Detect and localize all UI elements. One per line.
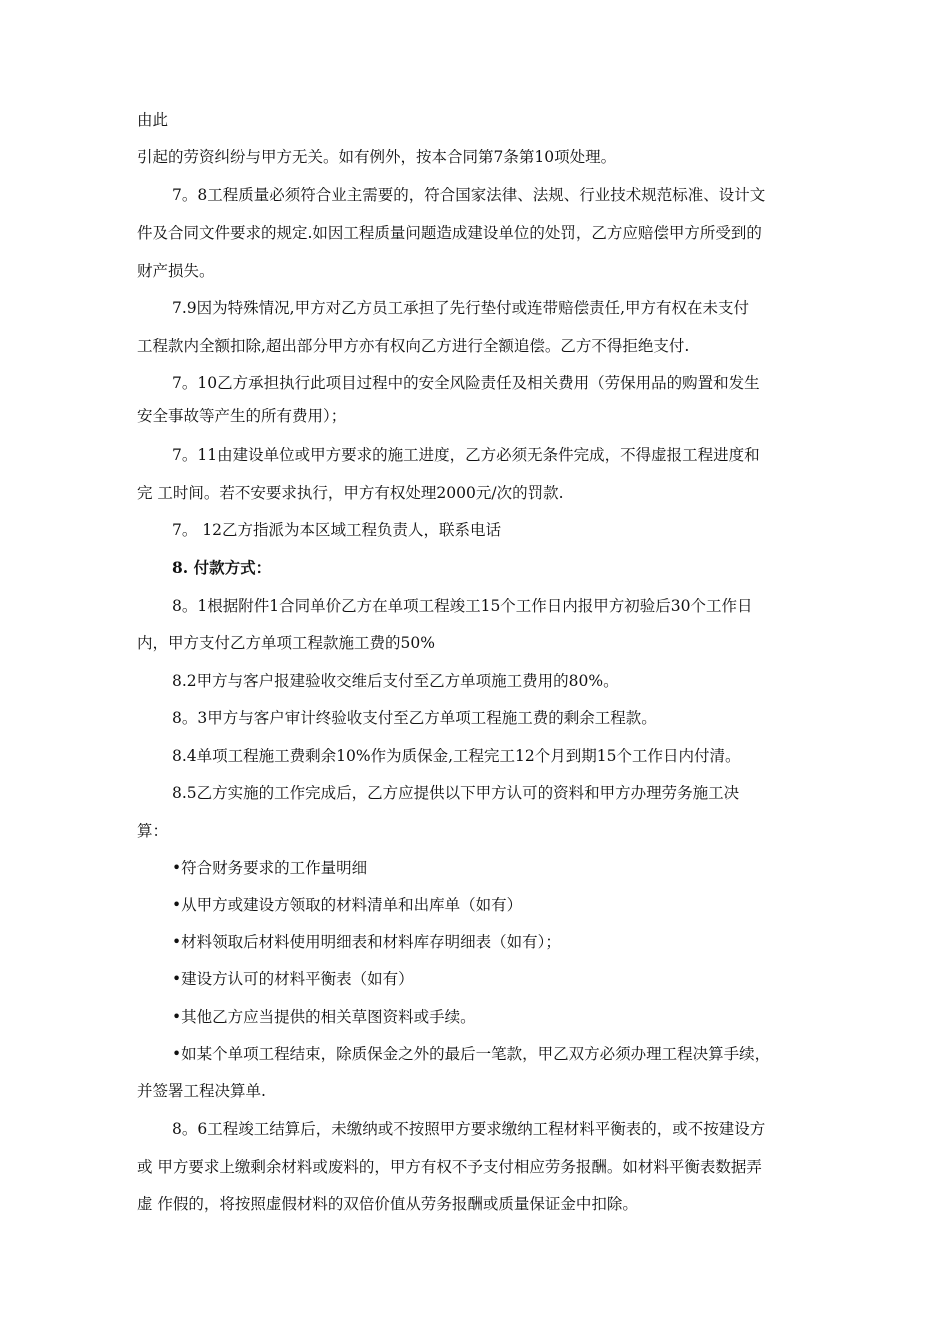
text-line: 安全事故等产生的所有费用）； <box>137 407 347 425</box>
clause-7-8: 7。8工程质量必须符合业主需要的，符合国家法律、法规、行业技术规范标准、设计文 <box>172 186 766 204</box>
clause-7-12: 7。 12乙方指派为本区域工程负责人，联系电话 <box>172 521 502 539</box>
text-line: 财产损失。 <box>137 262 215 280</box>
clause-7-10: 7。10乙方承担执行此项目过程中的安全风险责任及相关费用（劳保用品的购置和发生 <box>172 374 760 392</box>
text-line: 并签署工程决算单. <box>137 1082 266 1100</box>
text-line: 算： <box>137 822 169 840</box>
bullet-item: •其他乙方应当提供的相关草图资料或手续。 <box>172 1008 476 1026</box>
clause-8-6: 8。6工程竣工结算后，未缴纳或不按照甲方要求缴纳工程材料平衡表的，或不按建设方 <box>172 1120 766 1138</box>
section-heading-payment: 8. 付款方式： <box>172 558 272 577</box>
bullet-item: •建设方认可的材料平衡表（如有） <box>172 970 414 988</box>
clause-8-5: 8.5乙方实施的工作完成后，乙方应提供以下甲方认可的资料和甲方办理劳务施工决 <box>172 784 740 802</box>
clause-8-1: 8。1根据附件1合同单价乙方在单项工程竣工15个工作日内报甲方初验后30个工作日 <box>172 597 753 615</box>
clause-8-3: 8。3甲方与客户审计终验收支付至乙方单项工程施工费的剩余工程款。 <box>172 709 657 727</box>
text-line: 件及合同文件要求的规定.如因工程质量问题造成建设单位的处罚，乙方应赔偿甲方所受到的 <box>137 224 762 242</box>
bullet-item: •材料领取后材料使用明细表和材料库存明细表（如有）； <box>172 933 561 951</box>
text-line: 虚 作假的，将按照虚假材料的双倍价值从劳务报酬或质量保证金中扣除。 <box>137 1195 638 1213</box>
text-line: 内，甲方支付乙方单项工程款施工费的50% <box>137 634 435 652</box>
text-line: 完 工时间。若不安要求执行，甲方有权处理2000元/次的罚款. <box>137 484 564 502</box>
bullet-item: •如某个单项工程结束，除质保金之外的最后一笔款，甲乙双方必须办理工程决算手续， <box>172 1045 771 1063</box>
text-line: 由此 <box>137 111 169 129</box>
bullet-item: •符合财务要求的工作量明细 <box>172 859 368 877</box>
text-line: 引起的劳资纠纷与甲方无关。如有例外，按本合同第7条第10项处理。 <box>137 148 617 166</box>
clause-8-4: 8.4单项工程施工费剩余10%作为质保金,工程完工12个月到期15个工作日内付清。 <box>172 747 741 765</box>
text-line: 或 甲方要求上缴剩余材料或废料的，甲方有权不予支付相应劳务报酬。如材料平衡表数据弄 <box>137 1158 762 1176</box>
bullet-item: •从甲方或建设方领取的材料清单和出库单（如有） <box>172 896 523 914</box>
text-line: 工程款内全额扣除,超出部分甲方亦有权向乙方进行全额追偿。乙方不得拒绝支付. <box>137 337 690 355</box>
clause-7-9: 7.9因为特殊情况,甲方对乙方员工承担了先行垫付或连带赔偿责任,甲方有权在未支付 <box>172 299 750 317</box>
clause-7-11: 7。11由建设单位或甲方要求的施工进度，乙方必须无条件完成，不得虚报工程进度和 <box>172 446 760 464</box>
clause-8-2: 8.2甲方与客户报建验收交维后支付至乙方单项施工费用的80%。 <box>172 672 619 690</box>
